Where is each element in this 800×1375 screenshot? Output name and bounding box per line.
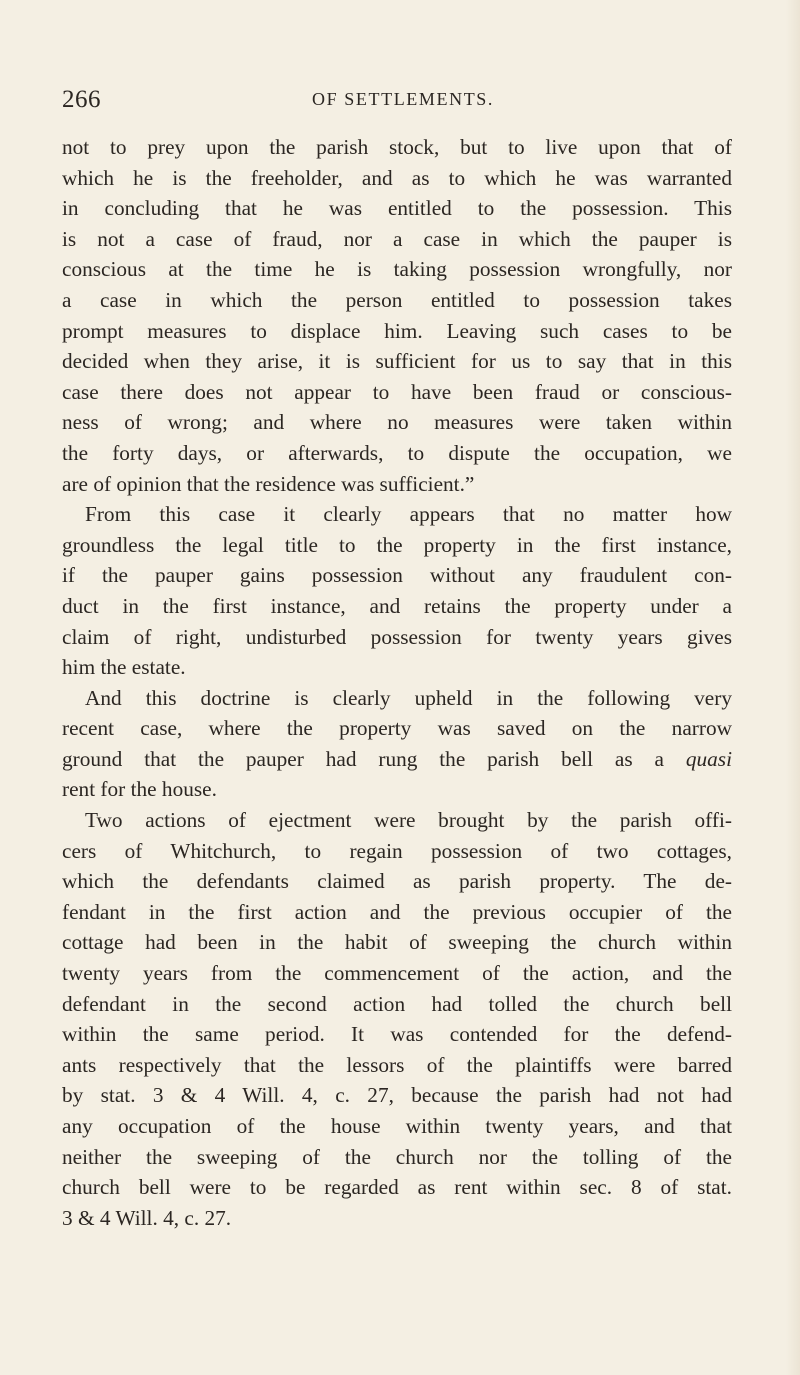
running-title: OF SETTLEMENTS. — [312, 89, 495, 109]
text-line: any occupation of the house within twenty years, and that — [62, 1114, 732, 1138]
page-header — [62, 86, 732, 116]
page-number: 266 — [62, 86, 101, 113]
text-line: the forty days, or afterwards, to dispute the occupation, we — [62, 440, 732, 465]
text-line: is not a case of fraud, nor a case in which the pauper is — [62, 226, 732, 251]
text-line: decided when they arise, it is sufficient for us to say that in this — [62, 349, 732, 374]
text-line: cers of Whitchurch, to regain possession of two cottages, — [62, 838, 732, 863]
text-line: within the same period. It was contended for the defend- — [62, 1022, 732, 1047]
text-line: which the defendants claimed as parish property. The de- — [62, 869, 732, 894]
text-line: rent for the house. — [62, 777, 217, 802]
italic-term: quasi — [685, 746, 732, 771]
text-line: ants respectively that the lessors of the plaintiffs were barred — [62, 1052, 732, 1077]
text-line: if the pauper gains possession without any fraudulent con- — [62, 563, 732, 588]
text-line: case there does not appear to have been fraud or conscious- — [62, 379, 732, 404]
text-line: in concluding that he was entitled to the possession. This — [62, 196, 732, 221]
text-line: by stat. 3 & 4 Will. 4, c. 27, because the parish had not had — [62, 1083, 732, 1108]
text-line: conscious at the time he is taking possession wrongfully, nor — [62, 257, 732, 282]
body-text — [62, 132, 732, 1233]
text-line: ness of wrong; and where no measures were taken within — [62, 410, 732, 435]
text-line: ground that the pauper had rung the parish bell as a quasi — [62, 746, 732, 771]
page-edge-shadow — [786, 0, 800, 1375]
text-line: which he is the freeholder, and as to which he was warranted — [62, 165, 732, 190]
text-line: duct in the first instance, and retains the property under a — [62, 593, 732, 618]
text-line: not to prey upon the parish stock, but to live upon that of — [62, 135, 732, 159]
text-line: fendant in the first action and the previous occupier of the — [62, 899, 732, 924]
text-line: him the estate. — [62, 655, 186, 680]
text-line: church bell were to be regarded as rent within sec. 8 of stat. — [62, 1175, 732, 1200]
text-line: And this doctrine is clearly upheld in the following very — [85, 685, 732, 710]
text-line: cottage had been in the habit of sweeping the church within — [62, 930, 732, 955]
text-line: defendant in the second action had tolled the church bell — [62, 991, 732, 1016]
text-line: recent case, where the property was saved on the narrow — [62, 716, 732, 741]
text-line: claim of right, undisturbed possession for twenty years gives — [62, 624, 732, 649]
text-line: a case in which the person entitled to possession takes — [62, 287, 732, 312]
text-line: twenty years from the commencement of the action, and the — [62, 961, 732, 986]
text-line: prompt measures to displace him. Leaving such cases to be — [62, 318, 732, 343]
text-line: Two actions of ejectment were brought by the parish offi- — [85, 808, 732, 833]
text-line: neither the sweeping of the church nor the tolling of the — [62, 1144, 732, 1169]
text-line: are of opinion that the residence was sufficient.” — [62, 471, 475, 496]
text-line: groundless the legal title to the property in the first instance, — [62, 532, 732, 557]
text-line: 3 & 4 Will. 4, c. 27. — [62, 1205, 232, 1230]
text-line: From this case it clearly appears that no matter how — [85, 502, 732, 527]
